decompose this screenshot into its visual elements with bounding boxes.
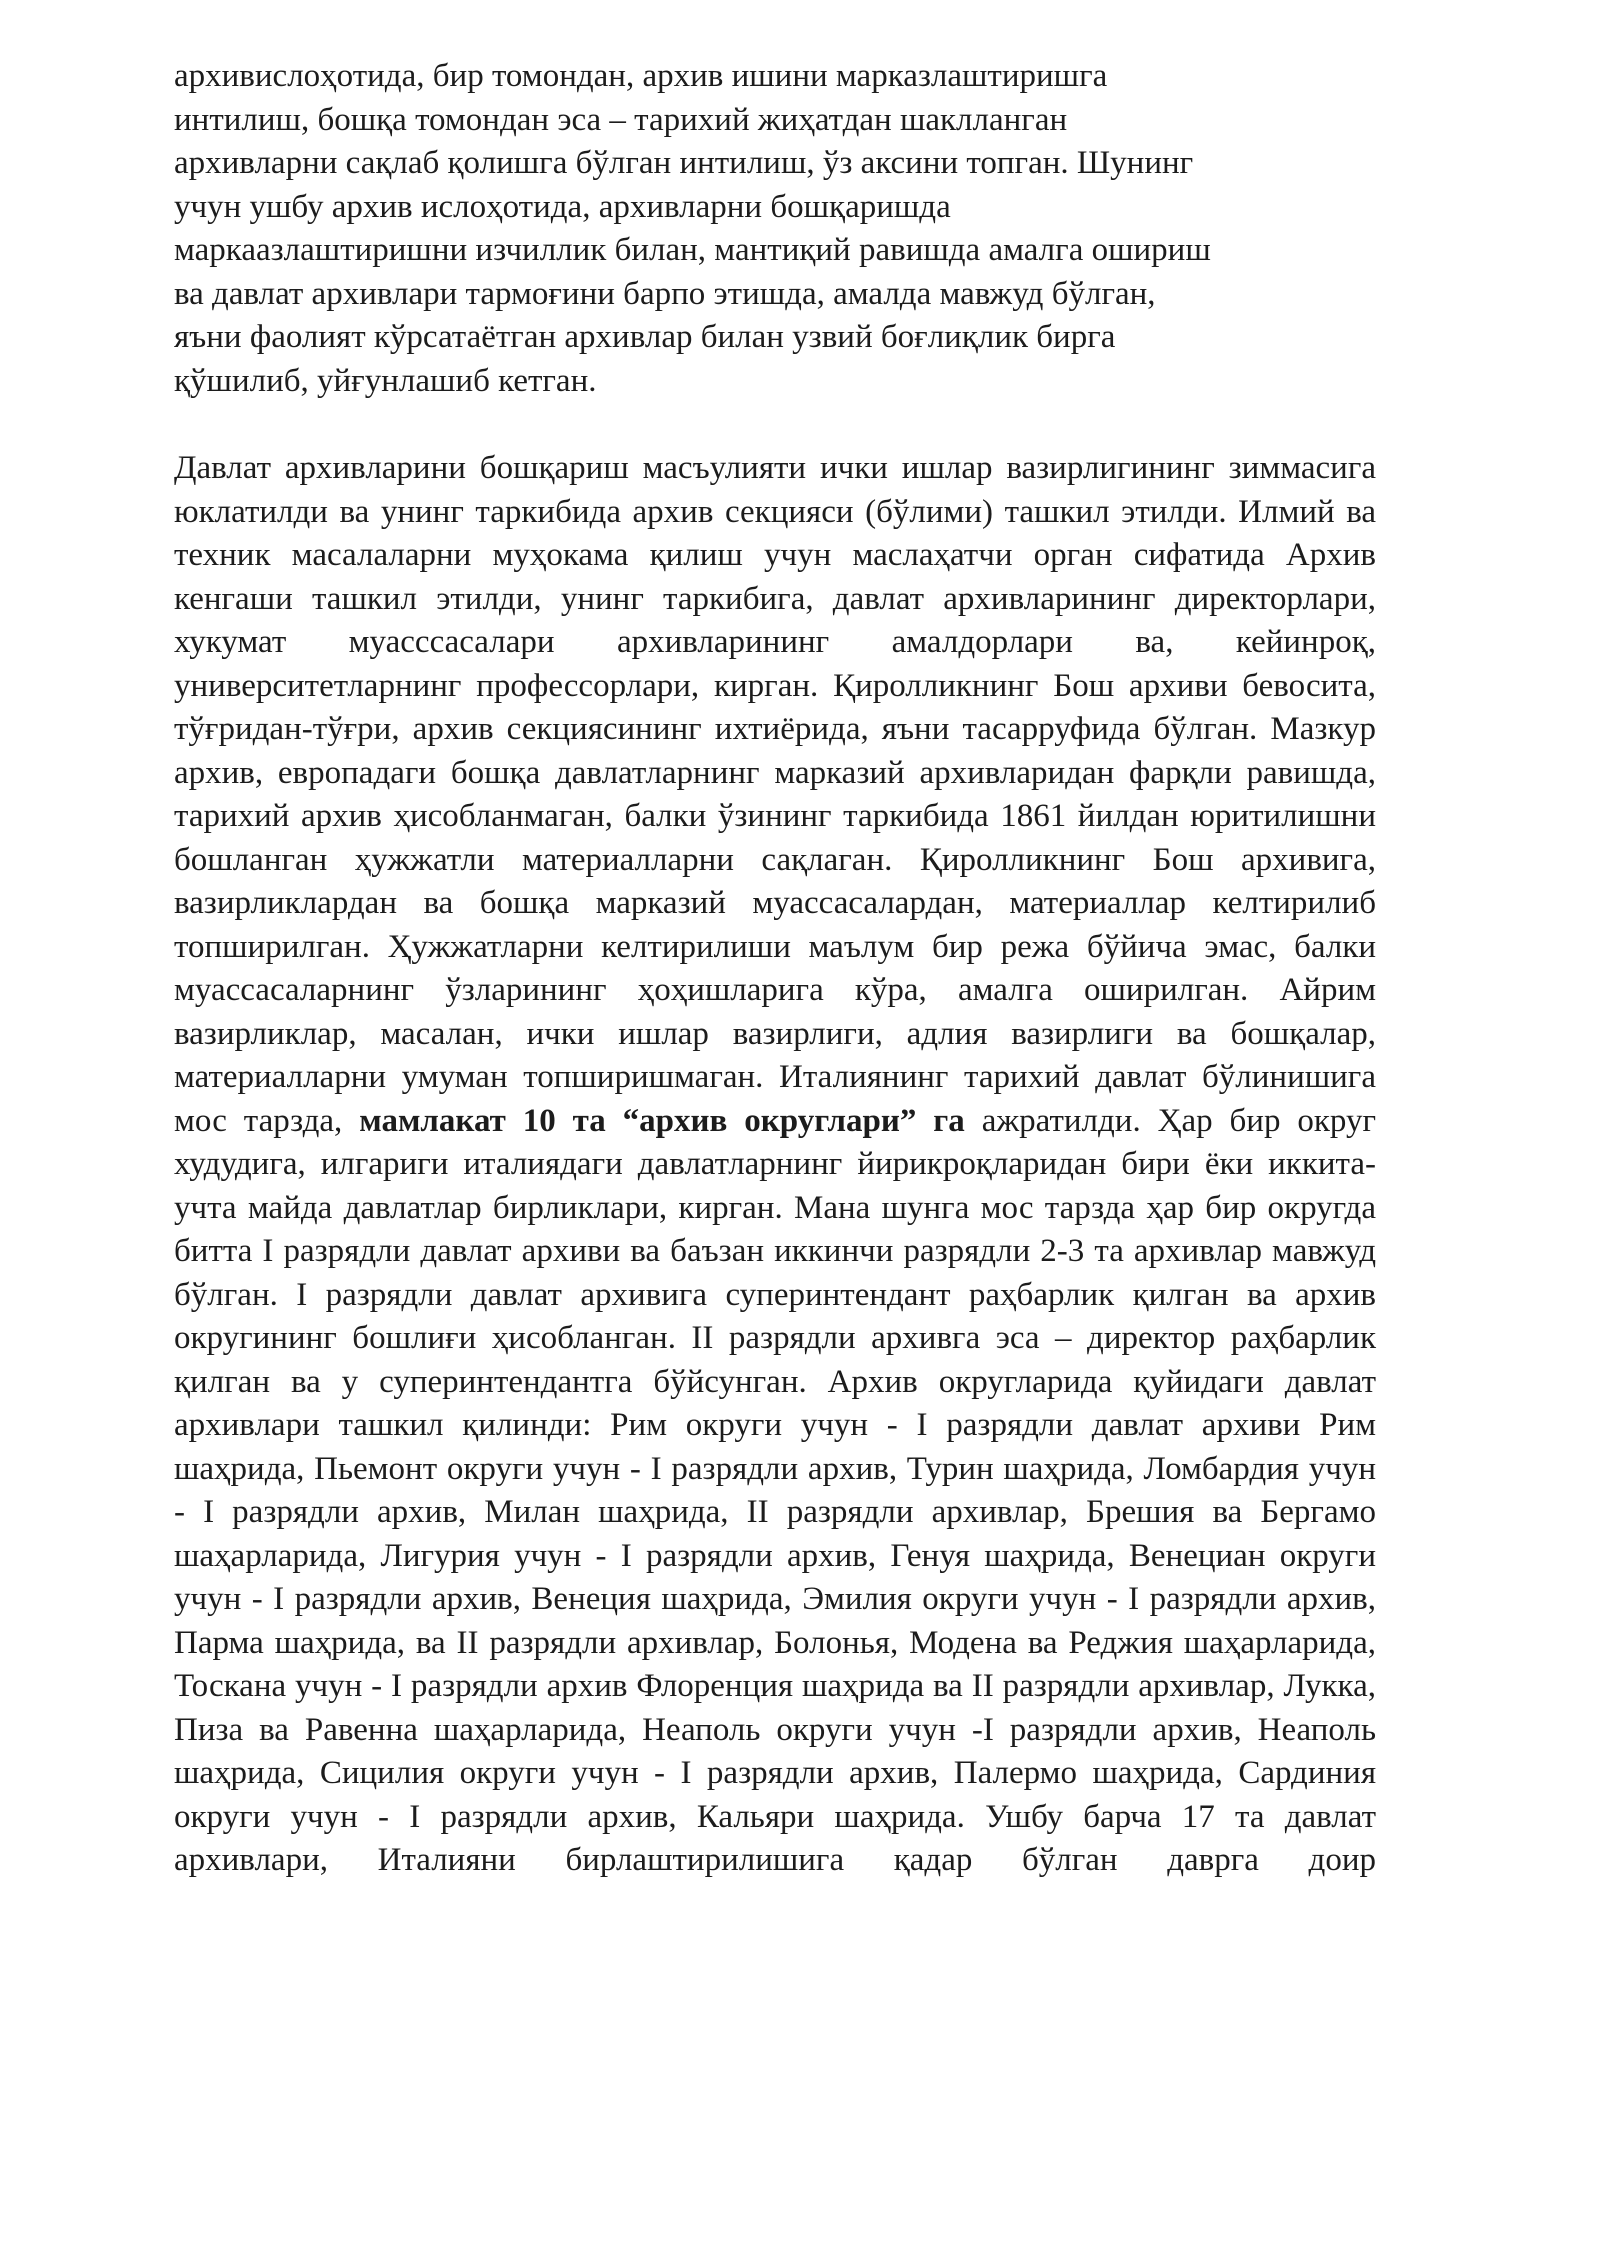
paragraph-2-text-end: ажратилди. Ҳар бир округ худудига, илгариги италиядаги давлатларнинг йирикроқларидан бири ёки иккита-учта майда давлатлар бирликлари, кирган. Мана шунга мос тарзда ҳар бир округда битта I разрядли давлат архиви ва баъзан иккинчи разрядли 2-3 та архивлар мавжуд бўлган. I разрядли давлат архивига суперинтендант раҳбарлик қилган ва архив округининг бошлиғи ҳисобланган. II разрядли архивга эса – директор раҳбарлик қилган ва у суперинтендантга бўйсунган. Архив округларида қуйидаги давлат архивлари ташкил қилинди: Рим округи учун - I разрядли давлат архиви Рим шаҳрида, Пьемонт округи учун - I разрядли архив, Турин шаҳрида, Ломбардия учун - I разрядли архив, Милан шаҳрида, II разрядли архивлар, Брешия ва Бергамо шаҳарларида, Лигурия учун - I разрядли архив, Генуя шаҳрида, Венециан округи учун - I разрядли архив, Венеция шаҳрида, Эмилия округи учун - I разрядли архив, Парма шаҳрида, ва II разрядли архивлар, Болонья, Модена ва Реджия шаҳарларида, Тоскана учун - I разрядли архив Флоренция шаҳрида ва II разрядли архивлар, Лукка, Пиза ва Равенна шаҳарларида, Неаполь округи учун -I разрядли архив, Неаполь шаҳрида, Сицилия округи учун - I разрядли архив, Палермо шаҳрида, Сардиния округи учун - I разрядли архив, Кальяри шаҳрида. Ушбу барча 17 та давлат архивлари, Италияни бирлаштирилишига қадар бўлган даврга доир (174, 1102, 1376, 1878)
paragraph-1-line: архивислоҳотида, бир томондан, архив ишини марказлаштиришга (174, 58, 1108, 94)
paragraph-1-line: ва давлат архивлари тармоғини барпо этишда, амалда мавжуд бўлган, (174, 275, 1156, 312)
paragraph-gap (174, 403, 1376, 447)
paragraph-1-line: яъни фаолият кўрсатаётган архивлар билан узвий боғлиқлик бирга (174, 319, 1116, 355)
paragraph-1-line: маркаазлаштиришни изчиллик билан, мантиқий равишда амалга ошириш (174, 232, 1211, 268)
paragraph-2-bold-phrase: мамлакат 10 та “архив округлари” га (359, 1102, 965, 1139)
paragraph-1 (174, 55, 1376, 403)
paragraph-2 (174, 447, 1376, 1883)
paragraph-1-line: учун ушбу архив ислоҳотида, архивларни бошқаришда (174, 188, 951, 225)
paragraph-1-line: интилиш, бошқа томондан эса – тарихий жиҳатдан шаклланган (174, 101, 1068, 138)
paragraph-1-line: архивларни сақлаб қолишга бўлган интилиш, ўз аксини топган. Шунинг (174, 145, 1194, 181)
paragraph-2-text-start: Давлат архивларини бошқариш масъулияти ички ишлар вазирлигининг зиммасига юклатилди ва унинг таркибида архив секцияси (бўлими) ташкил этилди. Илмий ва техник масалаларни муҳокама қилиш учун маслаҳатчи орган сифатида Архив кенгаши ташкил этилди, унинг таркибига, давлат архивларининг директорлари, хукумат муасссасалари архивларининг амалдорлари ва, кейинроқ, университетларнинг профессорлари, кирган. Қиролликнинг Бош архиви бевосита, тўғридан-тўғри, архив секциясининг ихтиёрида, яъни тасарруфида бўлган. Мазкур архив, европадаги бошқа давлатларнинг марказий архивларидан фарқли равишда, тарихий архив ҳисобланмаган, балки ўзининг таркибида 1861 йилдан юритилишни бошланган ҳужжатли материалларни сақлаган. Қиролликнинг Бош архивига, вазирликлардан ва бошқа марказий муассасалардан, материаллар келтирилиб топширилган. Ҳужжатларни келтирилиши маълум бир режа бўйича эмас, балки муассасаларнинг ўзларининг ҳоҳишларига кўра, амалга оширилган. Айрим вазирликлар, масалан, ички ишлар вазирлиги, адлия вазирлиги ва бошқалар, материалларни умуман топширишмаган. Италиянинг тарихий давлат бўлинишига мос тарзда, (174, 450, 1376, 1139)
document-page (174, 55, 1376, 1883)
paragraph-1-line: қўшилиб, уйғунлашиб кетган. (174, 362, 597, 399)
